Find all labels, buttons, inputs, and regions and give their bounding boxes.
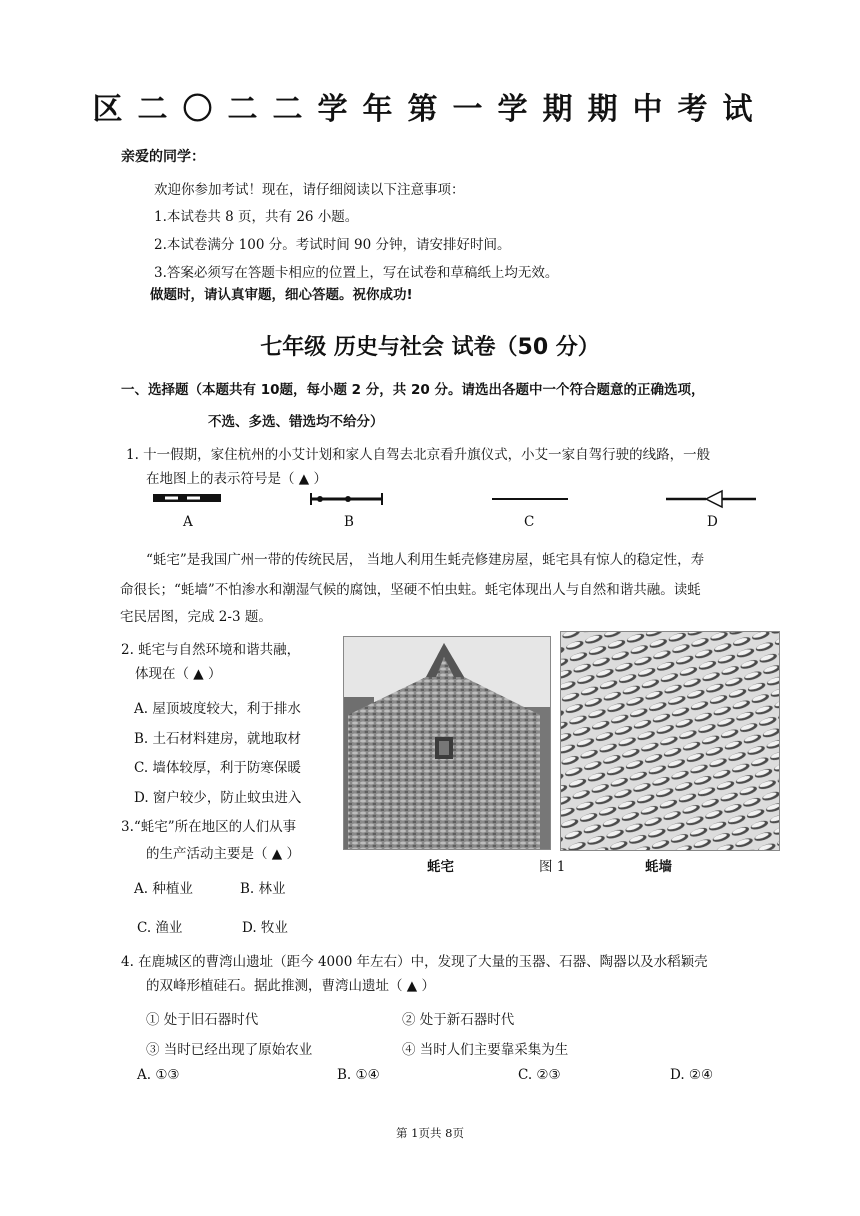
greeting: 亲爱的同学： — [121, 149, 205, 165]
q4-option-c: C. ②③ — [518, 1067, 561, 1083]
passage-line-2: 命很长；“蚝墙”不怕渗水和潮湿气候的腐蚀，坚硬不怕虫蛀。蚝宅体现出人与自然和谐共融。读蚝 — [120, 582, 701, 598]
paper-subtitle: 七年级 历史与社会 试卷（50 分） — [260, 335, 600, 360]
q4-statement-4: ④ 当时人们主要靠采集为生 — [402, 1042, 569, 1058]
q2-stem-line2: 体现在（ ▲ ） — [135, 666, 222, 682]
symbol-label-b: B — [344, 514, 354, 530]
symbol-d — [666, 489, 756, 509]
symbol-c — [492, 494, 568, 504]
q4-statement-3: ③ 当时已经出现了原始农业 — [146, 1042, 313, 1058]
passage-line-3: 宅民居图，完成 2-3 题。 — [120, 609, 272, 625]
q1-stem-line2: 在地图上的表示符号是（ ▲ ） — [146, 471, 327, 487]
exam-title: 区二〇二二学年第一学期期中考试 — [92, 92, 768, 127]
passage-line-1: “蚝宅”是我国广州一带的传统民居， 当地人利用生蚝壳修建房屋，蚝宅具有惊人的稳定性，寿 — [146, 552, 705, 568]
note-2: 2.本试卷满分 100 分。考试时间 90 分钟，请安排好时间。 — [154, 237, 511, 253]
section-heading-line2: 不选、多选、错选均不给分） — [208, 414, 384, 430]
page-footer: 第 1页共 8页 — [396, 1126, 464, 1140]
q1-stem: 1. 十一假期，家住杭州的小艾计划和家人自驾去北京看升旗仪式，小艾一家自驾行驶的线路，一般 — [126, 447, 711, 463]
q2-option-d: D. 窗户较少，防止蚊虫进入 — [134, 790, 302, 806]
q4-stem: 4. 在鹿城区的曹湾山遗址（距今 4000 年左右）中，发现了大量的玉器、石器、陶器以及水稻颖壳 — [121, 954, 708, 970]
q3-option-b: B. 林业 — [240, 881, 286, 897]
q3-stem-line2: 的生产活动主要是（ ▲ ） — [146, 846, 300, 862]
q3-stem: 3.“蚝宅”所在地区的人们从事 — [121, 819, 297, 835]
symbol-label-c: C — [524, 514, 535, 530]
q2-option-c: C. 墙体较厚，利于防寒保暖 — [134, 760, 301, 776]
welcome-text: 欢迎你参加考试！现在，请仔细阅读以下注意事项： — [154, 182, 465, 198]
figure-caption-house: 蚝宅 — [427, 859, 454, 875]
q4-statement-1: ① 处于旧石器时代 — [146, 1012, 259, 1028]
q4-statement-2: ② 处于新石器时代 — [402, 1012, 515, 1028]
closing-text: 做题时，请认真审题，细心答题。祝你成功! — [150, 287, 413, 303]
note-3: 3.答案必须写在答题卡相应的位置上，写在试卷和草稿纸上均无效。 — [154, 265, 559, 281]
symbol-a — [153, 492, 221, 504]
oyster-wall-photo — [560, 631, 780, 851]
q4-option-a: A. ①③ — [137, 1067, 180, 1083]
q4-option-b: B. ①④ — [337, 1067, 380, 1083]
q2-option-a: A. 屋顶坡度较大，利于排水 — [134, 701, 301, 717]
q4-stem-line2: 的双峰形植硅石。据此推测，曹湾山遗址（ ▲ ） — [146, 978, 435, 994]
q4-option-d: D. ②④ — [670, 1067, 714, 1083]
q2-option-b: B. 土石材料建房，就地取材 — [134, 731, 302, 747]
q3-option-a: A. 种植业 — [134, 881, 193, 897]
note-1: 1.本试卷共 8 页，共有 26 小题。 — [154, 209, 359, 225]
figure-caption-wall: 蚝墙 — [645, 859, 672, 875]
figure-caption-number: 图 1 — [539, 859, 566, 875]
q3-option-c: C. 渔业 — [137, 920, 183, 936]
q3-option-d: D. 牧业 — [242, 920, 288, 936]
oyster-house-photo — [343, 636, 551, 850]
section-heading: 一、选择题（本题共有 10题，每小题 2 分，共 20 分。请选出各题中一个符合题意的正确选项， — [121, 382, 705, 398]
symbol-label-a: A — [183, 514, 193, 530]
symbol-label-d: D — [707, 514, 718, 530]
symbol-b — [308, 492, 384, 506]
q2-stem: 2. 蚝宅与自然环境和谐共融， — [121, 642, 301, 658]
